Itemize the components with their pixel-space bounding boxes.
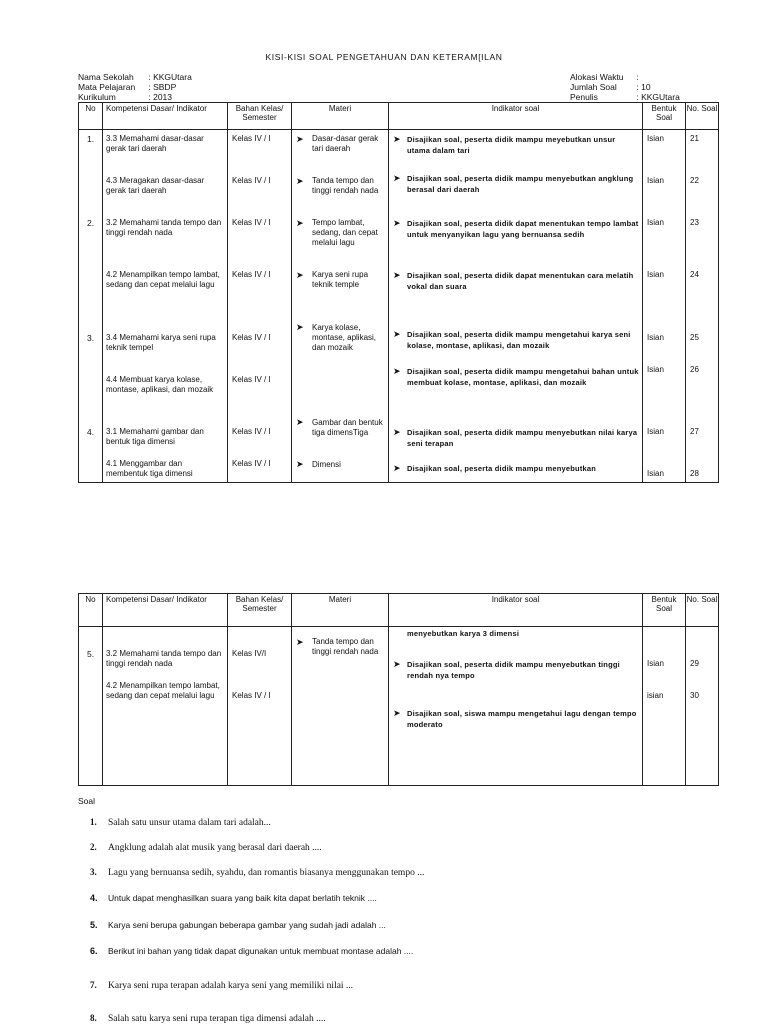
indikator-text: Disajikan soal, peserta didik dapat menentukan tempo lambat untuk menyanyikan lagu yang bernuansa sedih (407, 219, 639, 239)
cell-bahan (228, 130, 292, 483)
grid-table-1 (78, 102, 719, 483)
row-number: 3. (87, 333, 95, 343)
cell-no (79, 627, 103, 786)
indikator-text: Disajikan soal, peserta didik mampu mengetahui bahan untuk membuat kolase, montase, aplikasi, dan mozaik (407, 367, 639, 387)
bahan-text: Kelas IV / I (232, 134, 271, 143)
col-header-kd: Kompetensi Dasar/ Indikator (103, 594, 228, 627)
bentuk-text: Isian (647, 333, 664, 342)
arrowhead-bullet-icon: ➤ (393, 134, 401, 144)
bahan-text: Kelas IV / I (232, 218, 271, 227)
question-item: 4. Untuk dapat menghasilkan suara yang baik kita dapat berlatih teknik .... (90, 893, 377, 903)
kd-text: 4.1 Menggambar dan membentuk tiga dimensi (106, 459, 193, 478)
value-curriculum: : 2013 (148, 92, 173, 102)
arrowhead-bullet-icon: ➤ (296, 637, 304, 647)
kd-text: 3.2 Memahami tanda tempo dan tinggi rendah nada (106, 218, 222, 237)
question-item: 5. Karya seni berupa gabungan beberapa gambar yang sudah jadi adalah ... (90, 920, 386, 930)
cell-bahan (228, 627, 292, 786)
indikator-text: Disajikan soal, peserta didik mampu meyebutkan unsur utama dalam tari (407, 135, 616, 155)
document-title: KISI-KISI SOAL PENGETAHUAN DAN KETERAM[ILAN (265, 52, 503, 62)
row-number: 1. (87, 134, 95, 144)
indikator-text: Disajikan soal, peserta didik mampu menyebutkan (407, 464, 597, 473)
cell-no (79, 130, 103, 483)
label-author: Penulis (570, 92, 598, 102)
col-header-bentuk: Bentuk Soal (643, 103, 686, 130)
row-number: 2. (87, 218, 95, 228)
bentuk-text: isian (647, 691, 664, 700)
bahan-text: Kelas IV / I (232, 427, 271, 436)
col-header-kd: Kompetensi Dasar/ Indikator (103, 103, 228, 130)
cell-bentuk (643, 627, 686, 786)
indikator-text: Disajikan soal, peserta didik mampu menyebutkan angklung berasal dari daerah (407, 174, 634, 194)
school-info (78, 72, 192, 102)
arrowhead-bullet-icon: ➤ (296, 176, 304, 186)
col-header-materi: Materi (292, 594, 389, 627)
col-header-nosoal: No. Soal (686, 594, 719, 627)
grid-table-2 (78, 593, 719, 786)
cell-kd (103, 627, 228, 786)
bentuk-text: Isian (647, 365, 664, 374)
value-time: : (636, 72, 639, 82)
nosoal-text: 23 (690, 218, 699, 227)
arrowhead-bullet-icon: ➤ (296, 417, 304, 427)
value-count: : 10 (636, 82, 651, 92)
label-school: Nama Sekolah (78, 72, 134, 82)
indikator-text: Disajikan soal, peserta didik mampu menyebutkan tinggi rendah nya tempo (407, 660, 620, 680)
materi-text: Karya kolase, montase, aplikasi, dan mozaik (312, 323, 377, 352)
question-text: Salah satu karya seni rupa terapan tiga dimensi adalah .... (108, 1014, 326, 1024)
nosoal-text: 26 (690, 365, 699, 374)
cell-bentuk (643, 130, 686, 483)
col-header-bentuk: Bentuk Soal (643, 594, 686, 627)
question-text: Salah satu unsur utama dalam tari adalah... (108, 818, 271, 828)
bahan-text: Kelas IV/I (232, 649, 267, 658)
arrowhead-bullet-icon: ➤ (296, 134, 304, 144)
question-item: 3. Lagu yang bernuansa sedih, syahdu, dan romantis biasanya menggunakan tempo ... (90, 867, 425, 878)
arrowhead-bullet-icon: ➤ (393, 329, 401, 339)
row-number: 5. (87, 649, 95, 659)
bentuk-text: Isian (647, 659, 664, 668)
bahan-text: Kelas IV / I (232, 691, 271, 700)
question-item: 7. Karya seni rupa terapan adalah karya seni yang memiliki nilai ... (90, 980, 354, 991)
materi-text: Gambar dan bentuk tiga dimensTiga (312, 418, 383, 437)
col-header-no: No (79, 594, 103, 627)
col-header-bahan: Bahan Kelas/ Semester (228, 594, 292, 627)
bentuk-text: Isian (647, 176, 664, 185)
nosoal-text: 29 (690, 659, 699, 668)
cell-indikator (389, 130, 643, 483)
materi-text: Karya seni rupa teknik temple (312, 270, 369, 289)
col-header-materi: Materi (292, 103, 389, 130)
question-text: Untuk dapat menghasilkan suara yang baik kita dapat berlatih teknik .... (108, 893, 377, 903)
nosoal-text: 24 (690, 270, 699, 279)
label-curriculum: Kurikulum (78, 92, 116, 102)
cell-nosoal (686, 130, 719, 483)
kd-text: 4.2 Menampilkan tempo lambat, sedang dan cepat melalui lagu (106, 270, 220, 289)
arrowhead-bullet-icon: ➤ (393, 659, 401, 669)
row-number: 4. (87, 427, 95, 437)
question-text: Karya seni rupa terapan adalah karya seni yang memiliki nilai ... (108, 981, 354, 991)
soal-heading: Soal (78, 796, 96, 806)
col-header-indikator: Indikator soal (389, 594, 643, 627)
bentuk-text: Isian (647, 469, 664, 478)
materi-text: Tanda tempo dan tinggi rendah nada (312, 637, 379, 656)
bentuk-text: Isian (647, 427, 664, 436)
indikator-text: Disajikan soal, siswa mampu mengetahui lagu dengan tempo moderato (407, 709, 637, 729)
kd-text: 3.2 Memahami tanda tempo dan tinggi rendah nada (106, 649, 222, 668)
cell-kd (103, 130, 228, 483)
cell-indikator (389, 627, 643, 786)
arrowhead-bullet-icon: ➤ (393, 463, 401, 473)
arrowhead-bullet-icon: ➤ (393, 708, 401, 718)
value-school: : KKGUtara (148, 72, 192, 82)
materi-text: Dasar-dasar gerak tari daerah (312, 134, 379, 153)
indikator-text: Disajikan soal, peserta didik dapat menentukan cara melatih vokal dan suara (407, 271, 634, 291)
nosoal-text: 25 (690, 333, 699, 342)
nosoal-text: 30 (690, 691, 699, 700)
col-header-nosoal: No. Soal (686, 103, 719, 130)
question-item: 8. Salah satu karya seni rupa terapan tiga dimensi adalah .... (90, 1013, 326, 1024)
kd-text: 4.3 Meragakan dasar-dasar gerak tari daerah (106, 176, 205, 195)
kd-text: 4.2 Menampilkan tempo lambat, sedang dan cepat melalui lagu (106, 681, 220, 700)
arrowhead-bullet-icon: ➤ (296, 218, 304, 228)
label-time: Alokasi Waktu (570, 72, 624, 82)
indikator-text: Disajikan soal, peserta didik mampu menyebutkan nilai karya seni terapan (407, 428, 638, 448)
col-header-no: No (79, 103, 103, 130)
exam-info (570, 72, 680, 102)
arrowhead-bullet-icon: ➤ (393, 173, 401, 183)
arrowhead-bullet-icon: ➤ (393, 427, 401, 437)
question-text: Lagu yang bernuansa sedih, syahdu, dan romantis biasanya menggunakan tempo ... (108, 868, 425, 878)
arrowhead-bullet-icon: ➤ (296, 459, 304, 469)
bahan-text: Kelas IV / I (232, 375, 271, 384)
arrowhead-bullet-icon: ➤ (296, 322, 304, 332)
bentuk-text: Isian (647, 218, 664, 227)
kd-text: 4.4 Membuat karya kolase, montase, aplikasi, dan mozaik (106, 375, 214, 394)
arrowhead-bullet-icon: ➤ (296, 270, 304, 280)
bahan-text: Kelas IV / I (232, 333, 271, 342)
col-header-indikator: Indikator soal (389, 103, 643, 130)
question-text: Karya seni berupa gabungan beberapa gambar yang sudah jadi adalah ... (108, 920, 386, 930)
question-item: 6. Berikut ini bahan yang tidak dapat digunakan untuk membuat montase adalah .... (90, 946, 414, 956)
cell-nosoal (686, 627, 719, 786)
nosoal-text: 21 (690, 134, 699, 143)
nosoal-text: 22 (690, 176, 699, 185)
bahan-text: Kelas IV / I (232, 176, 271, 185)
materi-text: Tempo lambat, sedang, dan cepat melalui lagu (312, 218, 378, 247)
indikator-text: menyebutkan karya 3 dimensi (407, 629, 520, 638)
bahan-text: Kelas IV / I (232, 270, 271, 279)
label-subject: Mata Pelajaran (78, 82, 136, 92)
nosoal-text: 27 (690, 427, 699, 436)
label-count: Jumlah Soal (570, 82, 617, 92)
question-text: Angklung adalah alat musik yang berasal dari daerah .... (108, 843, 322, 853)
indikator-text: Disajikan soal, peserta didik mampu mengetahui karya seni kolase, montase, aplikasi, dan mozaik (407, 330, 631, 350)
nosoal-text: 28 (690, 469, 699, 478)
question-text: Berikut ini bahan yang tidak dapat digunakan untuk membuat montase adalah .... (108, 946, 414, 956)
bentuk-text: Isian (647, 270, 664, 279)
cell-materi (292, 130, 389, 483)
kd-text: 3.1 Memahami gambar dan bentuk tiga dimensi (106, 427, 204, 446)
kd-text: 3.4 Memahami karya seni rupa teknik tempel (106, 333, 216, 352)
materi-text: Dimensi (312, 460, 341, 469)
bahan-text: Kelas IV / I (232, 459, 271, 468)
value-subject: : SBDP (148, 82, 177, 92)
arrowhead-bullet-icon: ➤ (393, 270, 401, 280)
arrowhead-bullet-icon: ➤ (393, 366, 401, 376)
question-item: 1. Salah satu unsur utama dalam tari adalah... (90, 817, 271, 828)
arrowhead-bullet-icon: ➤ (393, 218, 401, 228)
question-item: 2. Angklung adalah alat musik yang berasal dari daerah .... (90, 842, 322, 853)
col-header-bahan: Bahan Kelas/ Semester (228, 103, 292, 130)
value-author: : KKGUtara (636, 92, 680, 102)
bentuk-text: Isian (647, 134, 664, 143)
materi-text: Tanda tempo dan tinggi rendah nada (312, 176, 379, 195)
cell-materi (292, 627, 389, 786)
kd-text: 3.3 Memahami dasar-dasar gerak tari daerah (106, 134, 204, 153)
